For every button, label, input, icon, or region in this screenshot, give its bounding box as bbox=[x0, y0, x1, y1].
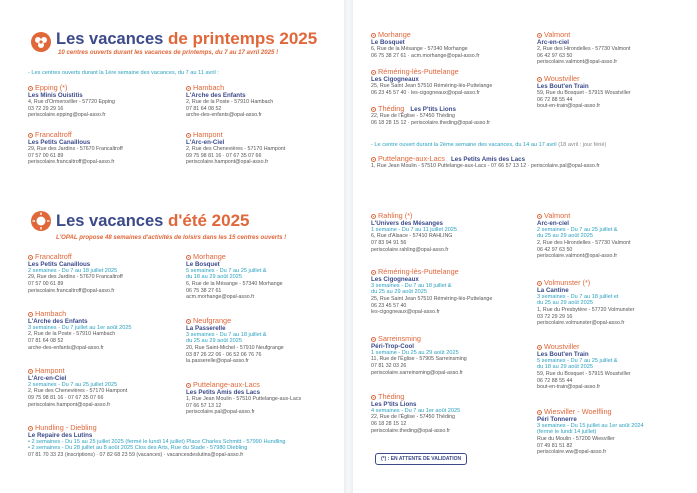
city-name: Valmont bbox=[544, 30, 571, 39]
centre-address: 25, Rue Saint Jean 57510 Réméring-lès-Puttelange bbox=[371, 295, 493, 302]
location-icon bbox=[371, 337, 376, 342]
centre-name: Les Petits Canaillous bbox=[28, 139, 91, 146]
flower-icon bbox=[30, 31, 52, 53]
city-heading bbox=[28, 253, 123, 261]
spring-subtitle: 10 centres ouverts durant les vacances de printemps, du 7 au 17 avril 2025 ! bbox=[58, 49, 279, 56]
centre-name: Les Cigogneaux bbox=[371, 76, 419, 83]
centre-address: 6, Rue d'Alsace - 57410 RAHLING bbox=[371, 233, 453, 240]
city-name: Hampont bbox=[193, 130, 223, 139]
city-heading bbox=[371, 31, 479, 39]
city-name: Théding bbox=[378, 392, 405, 401]
centre-address: 2, Rue des Chenevières - 57170 Hampont bbox=[186, 146, 286, 152]
location-icon bbox=[186, 133, 191, 138]
centre-email[interactable]: periscolaire.valmont@opal-asso.fr bbox=[537, 253, 618, 260]
centre-address: 2, Rue des Hirondelles - 57730 Valmont bbox=[537, 46, 631, 52]
centre-phone: 07 81 64 08 52 bbox=[28, 338, 64, 345]
centre-name: Arc-en-ciel bbox=[537, 220, 569, 227]
summer-centre-neufgrange bbox=[186, 317, 284, 365]
centre-name: L'Arc-en-Ciel bbox=[186, 139, 225, 146]
centre-email[interactable]: la.passerelle@opal-asso.fr bbox=[186, 358, 249, 365]
city-heading bbox=[537, 31, 631, 39]
location-icon bbox=[28, 133, 33, 138]
location-icon bbox=[537, 281, 542, 286]
city-name: Rahling (*) bbox=[378, 211, 413, 220]
centre-name: Le Bosquet bbox=[371, 39, 405, 46]
city-heading bbox=[28, 367, 127, 375]
location-icon bbox=[186, 255, 191, 260]
centre-phone: 06 75 38 27 61 · acm.morhange@opal-asso.fr bbox=[371, 52, 480, 59]
centre-phone: 06 23 45 57 40 bbox=[371, 302, 407, 309]
centre-name: Les P'tits Lions bbox=[371, 401, 417, 408]
city-name: Neufgrange bbox=[193, 316, 232, 325]
centre-name: L'Univers des Mésanges bbox=[371, 220, 443, 227]
centre-address: 59, Rue du Bosquet - 57915 Woustviller bbox=[537, 370, 631, 377]
location-icon bbox=[28, 312, 33, 317]
centre-phone: 03 87 26 22 06 · 06 52 06 76 76 bbox=[186, 351, 262, 358]
spring-centre-woustviller bbox=[537, 75, 631, 110]
centre-phone: 07 66 57 13 12 bbox=[186, 402, 222, 409]
location-icon bbox=[186, 86, 191, 91]
city-heading bbox=[537, 408, 644, 416]
summer-title-a: Les vacances bbox=[56, 212, 164, 230]
right-page bbox=[353, 0, 697, 493]
centre-email[interactable]: periscolaire.hampont@opal-asso.fr bbox=[186, 159, 269, 166]
centre-dates: 5 semaines - Du 7 au 25 juillet & bbox=[186, 268, 267, 274]
spring-centre-hambach bbox=[186, 84, 273, 119]
centre-name: Le Repaire des Lutins bbox=[28, 432, 93, 439]
spring-centre-francaltroff bbox=[28, 131, 123, 166]
centre-email[interactable]: bout-en-train@opal-asso.fr bbox=[537, 384, 601, 391]
location-icon bbox=[371, 270, 376, 275]
city-heading bbox=[371, 212, 457, 220]
centre-email[interactable]: periscolaire.sarreinsming@opal-asso.fr bbox=[371, 369, 463, 376]
centre-name: Les Bout'en Train bbox=[537, 83, 589, 90]
centre-phone: 07 57 00 61 89 bbox=[28, 152, 64, 159]
city-heading bbox=[537, 75, 631, 83]
centre-name: Les Petits Amis des Lacs bbox=[186, 389, 261, 396]
centre-address: 2, Rue des Hirondelles - 57730 Valmont bbox=[537, 239, 631, 246]
spring-centre-morhange bbox=[371, 31, 479, 59]
summer-centre-woustviller bbox=[537, 343, 631, 391]
sun-icon bbox=[30, 210, 52, 232]
city-heading bbox=[371, 393, 460, 401]
city-name: Woustviller bbox=[544, 342, 580, 351]
centre-address: 2, Rue des Chenevières - 57170 Hampont bbox=[28, 388, 128, 395]
centre-address: 1, Rue du Presbytère - 57720 Volmunster bbox=[537, 306, 635, 313]
city-name: Hampont bbox=[35, 366, 65, 375]
location-icon bbox=[537, 214, 542, 219]
spring-note-whole bbox=[371, 142, 606, 148]
summer-centre-morhange bbox=[186, 253, 283, 301]
centre-phone: 06 18 28 15 12 · periscolaire.theding@opal-asso.fr bbox=[371, 119, 491, 126]
location-icon bbox=[371, 33, 376, 38]
city-name: Puttelange-aux-Lacs bbox=[193, 380, 260, 389]
summer-centre-hundling-diebling bbox=[28, 424, 286, 459]
centre-name: La Cantine bbox=[537, 287, 569, 294]
centre-dates: • 2 semaines - Du 15 au 25 juillet 2025 (fermé le lundi 14 juillet) Place Charles Schmitt - 57990 Hundling bbox=[28, 439, 286, 445]
spring-note-whole-text: - Le centre ouvert durant la 2ème semaine des vacances, du 14 au 17 avril bbox=[371, 142, 557, 148]
centre-phone: 06 42 97 63 50 bbox=[537, 52, 573, 59]
city-heading bbox=[537, 279, 634, 287]
centre-email[interactable]: periscolaire.hampont@opal-asso.fr bbox=[28, 401, 111, 408]
centre-phone: 07 81 64 08 52 bbox=[186, 105, 222, 112]
centre-email[interactable]: arche-des-enfants@opal-asso.fr bbox=[28, 344, 104, 351]
city-heading bbox=[186, 131, 285, 139]
city-heading bbox=[537, 212, 631, 220]
centre-name: La Passerelle bbox=[186, 325, 226, 332]
city-name: Hambach bbox=[193, 83, 225, 92]
centre-name: Les Bout'en Train bbox=[537, 351, 589, 358]
centre-dates: 3 semaines - Du 7 juillet au 1er août 2025 bbox=[28, 325, 132, 331]
page-gutter bbox=[344, 0, 353, 493]
spring-centre-hampont bbox=[186, 131, 285, 166]
city-name: Morhange bbox=[378, 30, 411, 39]
spring-title-b: de printemps 2025 bbox=[167, 29, 318, 48]
centre-email[interactable]: periscolaire.volmunster@opal-asso.fr bbox=[537, 320, 625, 327]
summer-centre-sarreinsming bbox=[371, 335, 467, 377]
centre-address: 6, Rue de la Mésange - 57340 Morhange bbox=[186, 280, 283, 287]
centre-dates: 3 semaines - Du 7 au 18 juillet & bbox=[186, 332, 267, 338]
summer-centre-volmunster bbox=[537, 279, 634, 327]
summer-title bbox=[56, 212, 249, 230]
centre-dates-2: du 18 au 29 août 2025 bbox=[537, 364, 593, 371]
summer-centre-remering bbox=[371, 268, 492, 316]
centre-name: Les Petits Canaillous bbox=[28, 261, 91, 268]
centre-phone: 06 72 88 55 44 bbox=[537, 96, 573, 103]
city-name: Francaltroff bbox=[35, 252, 72, 261]
centre-dates-2: • 2 semaines - Du 28 juillet au 8 août 2025 Clos des Arts, Rue du Stade - 57980 Diebling bbox=[28, 445, 248, 452]
spring-title bbox=[56, 30, 317, 48]
centre-address: 20, Rue Saint-Michel - 57910 Neufgrange bbox=[186, 344, 284, 351]
centre-dates-2: du 18 au 29 août 2025 bbox=[186, 274, 242, 281]
spring-note-first-text: - Les centres ouverts durant la 1ère semaine des vacances, du 7 au 11 avril : bbox=[28, 70, 219, 76]
city-heading bbox=[537, 343, 631, 351]
location-icon bbox=[28, 255, 33, 260]
spring-centre-puttelange bbox=[371, 155, 600, 170]
city-heading bbox=[28, 424, 286, 432]
summer-centre-francaltroff bbox=[28, 253, 123, 295]
centre-dates: 3 semaines - Du 7 au 18 juillet et bbox=[537, 294, 619, 300]
centre-dates: 4 semaines - Du 7 au 1er août 2025 bbox=[371, 408, 461, 414]
spring-note-holiday: (18 avril : jour férié) bbox=[558, 142, 607, 148]
centre-dates: 1 semaine - Du 7 au 11 juillet 2025 bbox=[371, 227, 458, 233]
summer-centre-wiesviller-woelfling bbox=[537, 408, 644, 456]
city-name: Wiesviller - Woelfling bbox=[544, 407, 612, 416]
centre-name: Arc-en-ciel bbox=[537, 39, 569, 46]
centre-address: 11, Rue de l'Église - 57905 Sarreinsming bbox=[371, 356, 467, 363]
centre-name: L'Arche des Enfants bbox=[28, 318, 88, 325]
centre-address: 25, Rue Saint Jean 57510 Réméring-lès-Puttelange bbox=[371, 83, 493, 89]
centre-dates-2: (fermé le lundi 14 juillet) bbox=[537, 429, 597, 436]
centre-address: 1, Rue Jean Moulin - 57510 Puttelange-aux-Lacs - 07 66 57 13 12 · periscolaire.pal@opal-asso.fr bbox=[371, 163, 600, 169]
centre-phone: 07 49 81 51 82 bbox=[537, 442, 573, 449]
summer-subtitle: L'OPAL propose 48 semaines d'activités de loisirs dans les 15 centres ouverts ! bbox=[56, 234, 287, 241]
centre-name: Le Bosquet bbox=[186, 261, 220, 268]
city-heading bbox=[186, 253, 283, 261]
city-heading bbox=[371, 68, 492, 76]
city-name: Morhange bbox=[193, 252, 226, 261]
spring-centre-remering bbox=[371, 68, 492, 96]
centre-address: 29, Rue des Jardins - 57670 Francaltroff bbox=[28, 274, 123, 281]
centre-address: 22, Rue de l'Église - 57450 Théding bbox=[371, 414, 455, 421]
city-heading bbox=[371, 335, 467, 343]
city-heading bbox=[186, 84, 273, 92]
centre-name: Les Petits Amis des Lacs bbox=[450, 155, 526, 163]
city-name: Francaltroff bbox=[35, 130, 72, 139]
location-icon bbox=[186, 383, 191, 388]
centre-name: Les P'tits Lions bbox=[410, 105, 456, 113]
city-heading bbox=[371, 105, 490, 113]
centre-dates: 2 semaines - Du 7 au 25 juillet & bbox=[537, 227, 618, 233]
location-icon bbox=[537, 33, 542, 38]
centre-email[interactable]: periscolaire.rahling@opal-asso.fr bbox=[371, 246, 449, 253]
location-icon bbox=[537, 410, 542, 415]
centre-email[interactable]: bout-en-train@opal-asso.fr bbox=[537, 103, 601, 110]
centre-name: Péri Tonnerre bbox=[537, 416, 577, 423]
city-name: Réméring-lès-Puttelange bbox=[378, 267, 459, 276]
city-heading bbox=[186, 317, 284, 325]
centre-phone: 07 81 32 03 26 bbox=[371, 363, 407, 370]
city-name: Hambach bbox=[35, 309, 67, 318]
spring-note-first bbox=[28, 70, 219, 76]
centre-phone: 06 23 45 57 40 · les-cigogneaux@opal-asso.fr bbox=[371, 89, 480, 96]
centre-phone: 06 18 28 15 12 bbox=[371, 421, 407, 428]
centre-dates: 2 semaines - Du 7 au 25 juillet 2025 bbox=[28, 382, 118, 388]
location-icon bbox=[371, 107, 376, 112]
centre-email[interactable]: acm.morhange@opal-asso.fr bbox=[186, 294, 255, 301]
centre-dates: 1 semaine - Du 25 au 29 août 2025 bbox=[371, 350, 459, 356]
centre-address: 59, Rue du Bosquet - 57915 Woustviller bbox=[537, 90, 631, 96]
centre-address: 2, Rue de la Poste - 57910 Hambach bbox=[186, 99, 274, 105]
centre-address: 6, Rue de la Mésange - 57340 Morhange bbox=[371, 46, 468, 52]
summer-centre-hambach bbox=[28, 310, 132, 352]
left-page bbox=[0, 0, 344, 493]
centre-email[interactable]: periscolaire.francaltroff@opal-asso.fr bbox=[28, 287, 115, 294]
centre-email[interactable]: periscolaire.valmont@opal-asso.fr bbox=[537, 59, 618, 66]
summer-centre-valmont bbox=[537, 212, 631, 260]
centre-address: 2, Rue de la Poste - 57910 Hambach bbox=[28, 331, 116, 338]
centre-phone: 06 72 88 55 44 bbox=[537, 377, 573, 384]
spring-centre-epping bbox=[28, 84, 115, 119]
centre-email[interactable]: periscolaire.pal@opal-asso.fr bbox=[186, 409, 255, 416]
city-name: Réméring-lès-Puttelange bbox=[378, 67, 459, 76]
city-heading bbox=[28, 310, 132, 318]
city-name: Hundling - Diebling bbox=[35, 423, 97, 432]
centre-dates-2: du 25 au 29 août 2025 bbox=[537, 300, 593, 307]
pending-validation-badge: (*) : EN ATTENTE DE VALIDATION bbox=[375, 453, 467, 465]
centre-phone: 06 42 97 63 50 bbox=[537, 246, 573, 253]
city-heading bbox=[371, 268, 492, 276]
centre-address: 4, Rue d'Ormersviller - 57720 Epping bbox=[28, 99, 115, 105]
city-heading bbox=[371, 155, 600, 163]
centre-dates: 2 semaines - Du 7 au 18 juillet 2025 bbox=[28, 268, 118, 274]
city-heading bbox=[186, 381, 301, 389]
centre-phone: 07 57 00 61 89 bbox=[28, 281, 64, 288]
location-icon bbox=[371, 214, 376, 219]
summer-centre-puttelange bbox=[186, 381, 301, 416]
location-icon bbox=[28, 426, 33, 431]
centre-email[interactable]: periscolaire.epping@opal-asso.fr bbox=[28, 112, 106, 119]
centre-phone: 09 75 98 81 16 · 07 67 35 07 66 bbox=[28, 395, 104, 402]
location-icon bbox=[371, 157, 376, 162]
summer-title-b: d'été 2025 bbox=[167, 211, 250, 230]
city-name: Théding bbox=[378, 104, 405, 113]
centre-dates-2: du 25 au 29 août 2025 bbox=[371, 289, 427, 296]
centre-email[interactable]: periscolaire.ww@opal-asso.fr bbox=[537, 449, 607, 456]
centre-dates: 3 semaines - Du 7 au 18 juillet & bbox=[371, 283, 452, 289]
centre-email[interactable]: periscolaire.theding@opal-asso.fr bbox=[371, 427, 450, 434]
centre-dates: 3 semaines - Du 15 juillet au 1er août 2024 bbox=[537, 423, 644, 429]
centre-name: Les Cigogneaux bbox=[371, 276, 419, 283]
centre-name: L'Arc-en-Ciel bbox=[28, 375, 67, 382]
centre-address: 29, Rue des Jardins - 57670 Francaltroff bbox=[28, 146, 123, 152]
centre-name: Les Minis Ouistitis bbox=[28, 92, 83, 99]
spring-title-a: Les vacances bbox=[56, 30, 164, 48]
city-name: Sarreinsming bbox=[378, 334, 421, 343]
centre-address: 22, Rue de l'Église - 57450 Théding bbox=[371, 113, 455, 119]
spring-centre-valmont bbox=[537, 31, 631, 66]
city-name: Epping (*) bbox=[35, 83, 68, 92]
centre-dates: 5 semaines - Du 7 au 25 juillet & bbox=[537, 358, 618, 364]
centre-address: 1, Rue Jean Moulin - 57510 Puttelange-aux-Lacs bbox=[186, 396, 302, 402]
centre-phone: 03 72 29 29 16 bbox=[28, 105, 64, 112]
centre-name: L'Arche des Enfants bbox=[186, 92, 246, 99]
summer-centre-theding bbox=[371, 393, 460, 435]
location-icon bbox=[371, 70, 376, 75]
centre-name: Péri-Trop-Cool bbox=[371, 343, 414, 350]
spring-centre-theding bbox=[371, 105, 490, 126]
summer-centre-rahling bbox=[371, 212, 457, 254]
city-heading bbox=[28, 131, 123, 139]
location-icon bbox=[537, 345, 542, 350]
location-icon bbox=[28, 369, 33, 374]
city-name: Woustviller bbox=[544, 74, 580, 83]
city-name: Volmunster (*) bbox=[544, 278, 591, 287]
centre-email[interactable]: arche-des-enfants@opal-asso.fr bbox=[186, 112, 262, 119]
city-name: Puttelange-aux-Lacs bbox=[378, 154, 445, 163]
centre-address: Rue du Moulin - 57200 Wiesviller bbox=[537, 435, 615, 442]
location-icon bbox=[28, 86, 33, 91]
location-icon bbox=[186, 319, 191, 324]
centre-dates-2: du 25 au 29 août 2025 bbox=[537, 233, 593, 240]
city-name: Valmont bbox=[544, 211, 571, 220]
centre-phone: 09 75 98 81 16 · 07 67 35 07 66 bbox=[186, 152, 262, 159]
centre-dates-2: du 25 au 29 août 2025 bbox=[186, 338, 242, 345]
centre-phone: 03 72 29 29 16 bbox=[537, 313, 573, 320]
centre-phone: 07 83 94 91 56 bbox=[371, 240, 407, 247]
centre-email[interactable]: periscolaire.francaltroff@opal-asso.fr bbox=[28, 159, 115, 166]
centre-contacts: 07 81 70 33 23 (inscriptions) · 07 82 68 23 59 (vacances) · vacancesdeslutins@opal-asso.fr bbox=[28, 451, 244, 458]
location-icon bbox=[371, 395, 376, 400]
centre-email[interactable]: les-cigogneaux@opal-asso.fr bbox=[371, 309, 440, 316]
city-heading bbox=[28, 84, 115, 92]
location-icon bbox=[537, 77, 542, 82]
centre-phone: 06 75 38 27 61 bbox=[186, 287, 222, 294]
summer-centre-hampont bbox=[28, 367, 127, 409]
